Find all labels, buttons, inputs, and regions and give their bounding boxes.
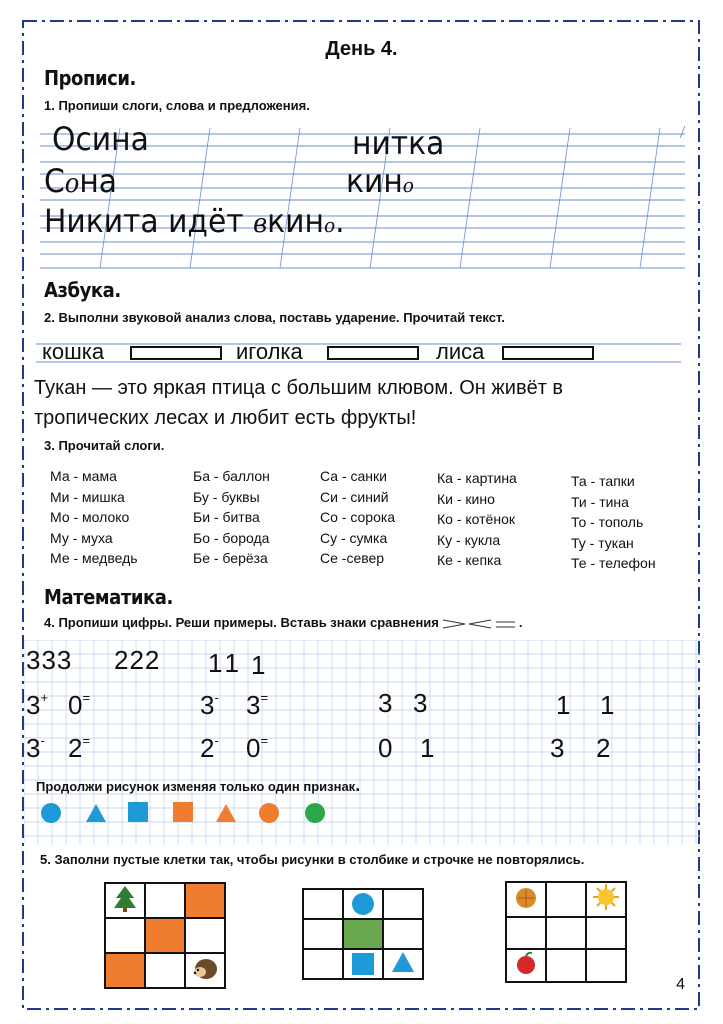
grid-cell[interactable] (303, 919, 343, 949)
square-shape-blue (352, 953, 374, 975)
grid-cell[interactable] (506, 949, 546, 982)
expr1-a-num: 3 (26, 690, 41, 720)
syllable-item: Се -север (320, 550, 385, 566)
syllable-item: Те - телефон (571, 555, 656, 571)
square-shape-orange (173, 802, 193, 822)
task-5: 5. Заполни пустые клетки так, чтобы рисунки в столбике и строчке не повторялись. (40, 852, 585, 867)
syllable-item: Бо - борода (193, 529, 270, 546)
syllable-item: Мо - молоко (50, 509, 130, 525)
expr3-eq: = (82, 733, 91, 748)
expr1-a (26, 690, 48, 721)
syllable-item: Ко - котёнок (437, 511, 515, 527)
syllables-column-k (437, 468, 517, 571)
section-math-heading: Математика. (44, 585, 173, 609)
syllable-item: То - тополь (571, 514, 644, 530)
syllable-item: Ки - кино (437, 490, 495, 507)
grid-cell[interactable] (105, 918, 145, 953)
word-koshka: кошка (42, 339, 105, 364)
circle-shape-blue (352, 893, 374, 915)
expr1-b-num: 0 (68, 690, 83, 720)
grid-cell-orange[interactable] (185, 883, 225, 918)
syllable-item: Са - санки (320, 468, 387, 484)
grid-cell[interactable] (586, 949, 626, 982)
puzzle-grid-1 (104, 882, 226, 989)
handwritten-letter-o-3: о (323, 213, 336, 237)
syllable-item: Ми - мишка (50, 488, 125, 505)
expr4-a (200, 733, 219, 764)
word-osina: Осина (52, 120, 149, 158)
compare4-right: 2 (596, 733, 611, 763)
syllables-column-s (320, 466, 395, 569)
letter-s: С (44, 162, 65, 200)
handwritten-letter-o: о (64, 169, 80, 199)
expr4-op: - (214, 733, 219, 748)
digits-3: 333 (26, 645, 73, 675)
syllable-item: Ку - кукла (437, 531, 501, 548)
compare1-right: 3 (413, 688, 428, 718)
triangle-shape-orange (215, 803, 237, 823)
expr4-b-num: 0 (246, 733, 261, 763)
task-4-dot: . (518, 615, 523, 630)
grid-cell[interactable] (105, 883, 145, 918)
tree-icon (112, 884, 138, 912)
word-sona (44, 162, 117, 200)
expr3-a (26, 733, 45, 764)
sound-scheme-box-koshka[interactable] (130, 346, 222, 360)
syllable-kin: кин (346, 162, 403, 200)
grid-cell[interactable] (546, 949, 586, 982)
digit-1-extra: 1 (251, 650, 266, 680)
grid-cell[interactable] (145, 953, 185, 988)
expr4-eq: = (260, 733, 269, 748)
digits-2: 222 (114, 645, 161, 675)
pattern-task-dot: . (355, 775, 361, 795)
grid-cell[interactable] (506, 917, 546, 949)
expr2-op: - (214, 690, 219, 705)
syllable-item: Ма - мама (50, 468, 117, 484)
triangle-shape-blue (85, 803, 107, 823)
syllable-item: Му - муха (50, 529, 113, 546)
square-shape-blue (128, 802, 148, 822)
grid-cell[interactable] (383, 949, 423, 979)
expr1-op: + (40, 690, 49, 705)
handwritten-letter-v: в (253, 209, 268, 239)
sentence-nikita (44, 202, 345, 240)
grid-cell[interactable] (383, 919, 423, 949)
syllable-item: Су - сумка (320, 529, 388, 546)
expr3-b (68, 733, 90, 764)
pattern-task-text: Продолжи рисунок изменяя только один признак (36, 779, 356, 794)
grid-cell[interactable] (185, 918, 225, 953)
page-title: День 4. (325, 38, 398, 60)
grid-cell[interactable] (343, 949, 383, 979)
word-lisa: лиса (436, 339, 485, 364)
handwritten-letter-o-2: о (402, 173, 414, 197)
pattern-task (36, 775, 360, 796)
expr2-a (200, 690, 219, 721)
grid-cell[interactable] (506, 882, 546, 917)
grid-cell[interactable] (383, 889, 423, 919)
expr2-a-num: 3 (200, 690, 215, 720)
syllable-na: на (79, 162, 118, 200)
reading-text-line2: тропических лесах и любит есть фрукты! (34, 407, 417, 429)
syllable-item: Бу - буквы (193, 488, 260, 505)
puzzle-grid-2 (302, 888, 424, 980)
grid-cell[interactable] (303, 889, 343, 919)
grid-cell[interactable] (185, 953, 225, 988)
circle-shape-blue (41, 803, 61, 823)
section-propisi-heading: Прописи. (44, 66, 136, 90)
grid-cell[interactable] (586, 917, 626, 949)
expr2-b-num: 3 (246, 690, 261, 720)
syllable-item: Би - битва (193, 509, 260, 525)
grid-cell[interactable] (546, 882, 586, 917)
digits-1: 11 (208, 648, 243, 678)
expr1-b (68, 690, 90, 721)
grid-cell-orange[interactable] (145, 918, 185, 953)
grid-cell[interactable] (546, 917, 586, 949)
expr4-b (246, 733, 268, 764)
syllables-column-b (193, 466, 270, 569)
task-1: 1. Пропиши слоги, слова и предложения. (44, 98, 310, 113)
syllable-item: Бе - берёза (193, 550, 268, 566)
syllable-item: Ка - картина (437, 470, 517, 486)
syllable-item: Ба - баллон (193, 468, 270, 484)
syllable-kin-2: кин (267, 202, 324, 240)
comparison-signs-icon (441, 617, 517, 631)
syllable-item: Та - тапки (571, 473, 635, 489)
compare3-left: 0 (378, 733, 393, 763)
sentence-start: Никита идёт (44, 202, 244, 240)
syllable-item: Ме - медведь (50, 550, 138, 566)
task-2: 2. Выполни звуковой анализ слова, поставь ударение. Прочитай текст. (44, 310, 505, 325)
compare1-left: 3 (378, 688, 393, 718)
circle-shape-green (305, 803, 325, 823)
grid-cell-orange[interactable] (105, 953, 145, 988)
grid-cell-green[interactable] (343, 919, 383, 949)
expr1-eq: = (82, 690, 91, 705)
expr3-a-num: 3 (26, 733, 41, 763)
page-number: 4 (676, 976, 685, 993)
task-3: 3. Прочитай слоги. (44, 438, 165, 453)
syllable-item: Ту - тукан (571, 534, 634, 551)
syllable-item: Ке - кепка (437, 552, 502, 568)
word-nitka: нитка (352, 124, 445, 162)
compare4-left: 3 (550, 733, 565, 763)
orange-fruit-icon (513, 884, 539, 910)
syllables-column-m (50, 466, 138, 569)
syllable-item: Со - сорока (320, 509, 396, 525)
grid-cell[interactable] (145, 883, 185, 918)
sun-icon (592, 883, 620, 911)
compare3-right: 1 (420, 733, 435, 763)
grid-cell[interactable] (343, 889, 383, 919)
expr3-op: - (40, 733, 45, 748)
sound-scheme-box-lisa[interactable] (502, 346, 594, 360)
expr2-eq: = (260, 690, 269, 705)
expr3-b-num: 2 (68, 733, 83, 763)
hedgehog-icon (191, 954, 219, 982)
triangle-shape-blue (391, 951, 415, 973)
expr4-a-num: 2 (200, 733, 215, 763)
expr2-b (246, 690, 268, 721)
puzzle-grid-3 (505, 881, 627, 983)
sentence-dot: . (335, 202, 345, 240)
compare2-left: 1 (556, 690, 571, 720)
apple-icon (513, 950, 539, 976)
grid-cell[interactable] (303, 949, 343, 979)
compare2-right: 1 (600, 690, 615, 720)
grid-cell[interactable] (586, 882, 626, 917)
word-kino (346, 162, 414, 200)
syllable-item: Ти - тина (571, 493, 629, 510)
circle-shape-orange (259, 803, 279, 823)
reading-text-line1: Тукан — это яркая птица с большим клювом. Он живёт в (34, 377, 564, 399)
syllable-item: Си - синий (320, 488, 389, 505)
task-4-text: 4. Пропиши цифры. Реши примеры. Вставь знаки сравнения (44, 615, 439, 630)
task-4 (44, 615, 523, 631)
sound-scheme-box-igolka[interactable] (327, 346, 419, 360)
word-igolka: иголка (236, 339, 303, 364)
section-azbuka-heading: Азбука. (44, 278, 121, 302)
syllables-column-t (571, 471, 656, 574)
